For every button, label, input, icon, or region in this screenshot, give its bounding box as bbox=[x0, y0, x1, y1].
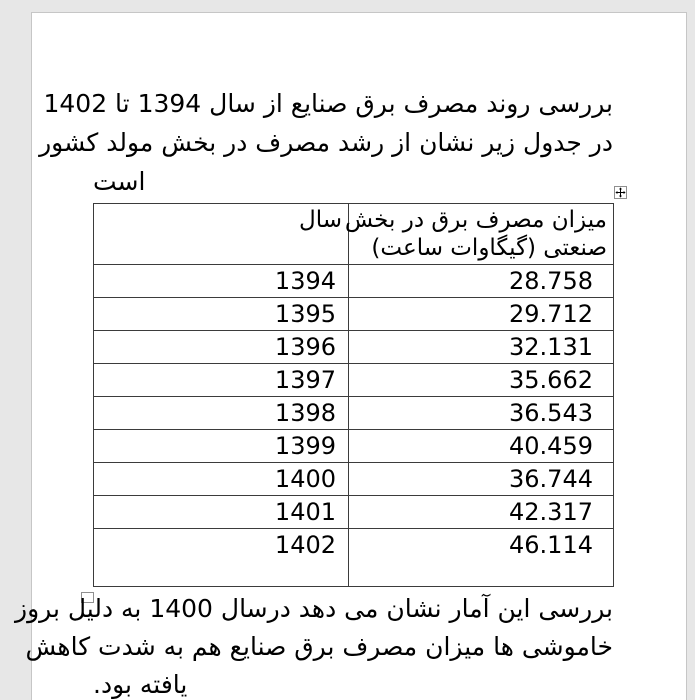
closing-line-2[interactable]: خاموشی ها میزان مصرف برق صنایع هم به شدت کاهش bbox=[25, 632, 613, 661]
value-header-cell[interactable] bbox=[344, 204, 614, 265]
table-row bbox=[94, 496, 614, 529]
year-header-cell[interactable] bbox=[94, 204, 349, 265]
closing-line-3[interactable]: یافته بود. bbox=[93, 670, 188, 699]
year-cell[interactable]: 1401 bbox=[94, 496, 349, 529]
value-cell[interactable]: 42.317 bbox=[349, 496, 614, 529]
year-cell[interactable]: 1394 bbox=[94, 265, 349, 298]
value-cell[interactable]: 35.662 bbox=[349, 364, 614, 397]
table-move-handle-icon[interactable] bbox=[614, 184, 627, 197]
year-cell[interactable]: 1396 bbox=[94, 331, 349, 364]
value-header-line-2: صنعتی (گیگاوات ساعت) bbox=[371, 235, 607, 261]
year-cell[interactable]: 1400 bbox=[94, 463, 349, 496]
value-cell[interactable]: 28.758 bbox=[349, 265, 614, 298]
year-cell[interactable]: 1395 bbox=[94, 298, 349, 331]
table-row bbox=[94, 265, 614, 298]
year-cell[interactable]: 1398 bbox=[94, 397, 349, 430]
closing-paragraph bbox=[15, 590, 613, 700]
value-cell[interactable]: 36.744 bbox=[349, 463, 614, 496]
table-row bbox=[94, 430, 614, 463]
intro-line-3[interactable]: است bbox=[93, 167, 146, 196]
document-page bbox=[15, 12, 687, 700]
year-cell[interactable]: 1402 bbox=[94, 529, 349, 587]
intro-line-2[interactable]: در جدول زیر نشان از رشد مصرف در بخش مولد کشور bbox=[39, 128, 613, 157]
value-cell[interactable]: 36.543 bbox=[349, 397, 614, 430]
table-row bbox=[94, 397, 614, 430]
value-cell[interactable]: 29.712 bbox=[349, 298, 614, 331]
value-cell[interactable]: 46.114 bbox=[349, 529, 614, 587]
value-cell[interactable]: 40.459 bbox=[349, 430, 614, 463]
intro-line-1[interactable]: بررسی روند مصرف برق صنایع از سال 1394 تا 1402 bbox=[43, 89, 613, 118]
table-row bbox=[94, 331, 614, 364]
value-cell[interactable]: 32.131 bbox=[349, 331, 614, 364]
table-row bbox=[94, 364, 614, 397]
table-row bbox=[94, 463, 614, 496]
consumption-table bbox=[93, 203, 614, 587]
closing-line-1[interactable]: بررسی این آمار نشان می دهد درسال 1400 به دلیل بروز bbox=[15, 594, 613, 623]
table-row bbox=[94, 298, 614, 331]
table-header-row bbox=[94, 204, 614, 265]
year-cell[interactable]: 1399 bbox=[94, 430, 349, 463]
value-header-line-1: میزان مصرف برق در بخش bbox=[344, 207, 607, 233]
table-row bbox=[94, 529, 614, 587]
year-header-label: سال bbox=[299, 207, 342, 233]
year-cell[interactable]: 1397 bbox=[94, 364, 349, 397]
intro-paragraph bbox=[39, 84, 613, 201]
